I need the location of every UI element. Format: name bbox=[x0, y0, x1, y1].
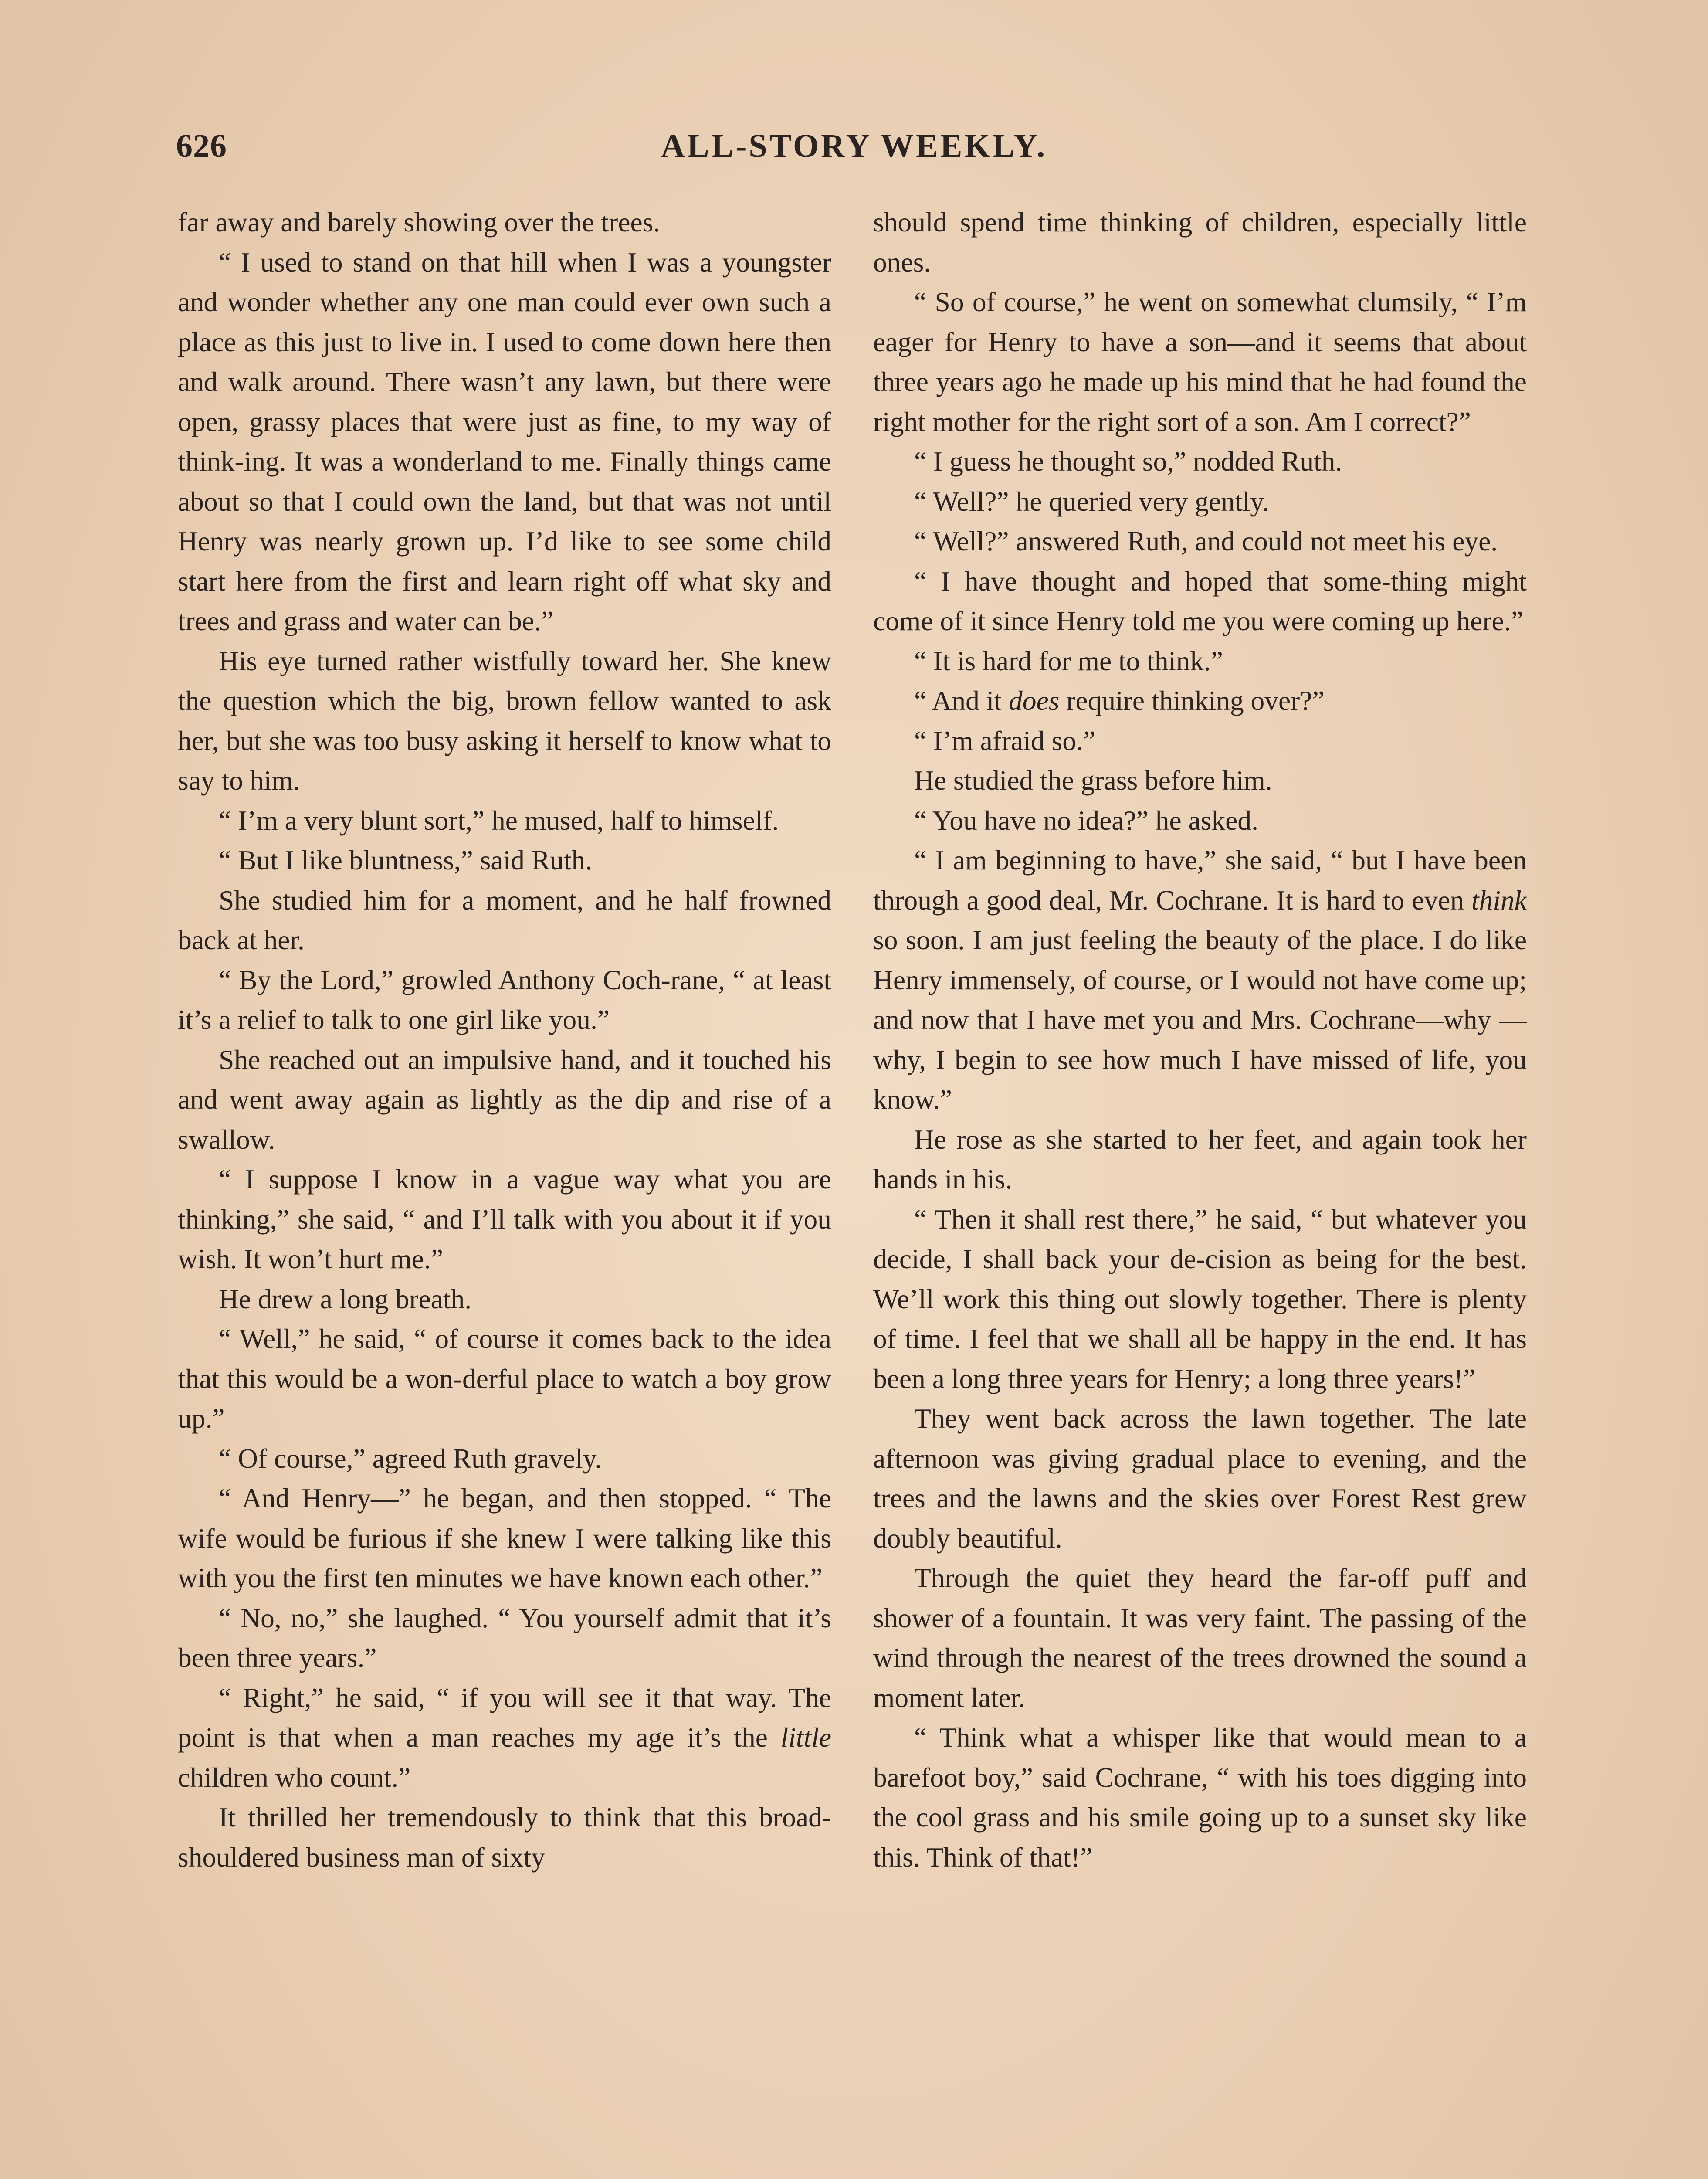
text-run: children who count.” bbox=[178, 1762, 411, 1793]
text-run: “ I’m a very blunt sort,” he mused, half to himself. bbox=[219, 804, 779, 836]
text-run: “ I guess he thought so,” nodded Ruth. bbox=[914, 446, 1342, 477]
paragraph bbox=[873, 482, 1527, 522]
text-run: “ I suppose I know in a vague way what you are thinking,” she said, “ and I’ll talk with you about it if you wish. It won’t hurt me.” bbox=[178, 1164, 831, 1274]
paragraph bbox=[873, 1717, 1527, 1877]
paragraph bbox=[178, 1439, 831, 1479]
paragraph bbox=[178, 801, 831, 841]
page-number: 626 bbox=[176, 128, 227, 164]
paragraph bbox=[178, 840, 831, 880]
text-run: far away and barely showing over the trees. bbox=[178, 207, 661, 238]
paragraph bbox=[178, 242, 831, 641]
paragraph bbox=[178, 1797, 831, 1877]
text-run: “ Then it shall rest there,” he said, “ but whatever you decide, I shall back your de-cision as being for the best. We’ll work this thing out slowly together. There is plenty of time. I feel that we shall all be happy in the end. It has been a long three years for Henry; a long three years!” bbox=[873, 1203, 1527, 1394]
text-run: “ So of course,” he went on somewhat clumsily, “ I’m eager for Henry to have a son—and it seems that about three years ago he made up his mind that he had found the right mother for the right sort of a son. Am I correct?” bbox=[873, 286, 1527, 437]
paragraph bbox=[178, 1040, 831, 1160]
text-run: “ Well?” he queried very gently. bbox=[914, 485, 1269, 517]
paragraph bbox=[178, 641, 831, 801]
paragraph bbox=[873, 840, 1527, 1120]
text-run: His eye turned rather wistfully toward her. She knew the question which the big, brown fellow wanted to ask her, but she was too busy asking it herself to know what to say to him. bbox=[178, 645, 831, 796]
paragraph bbox=[873, 760, 1527, 801]
italic-text: little bbox=[780, 1722, 831, 1753]
paragraph bbox=[178, 1678, 831, 1798]
text-run: They went back across the lawn together. The late afternoon was giving gradual place to evening, and the trees and the lawns and the skies over Forest Rest grew doubly beautiful. bbox=[873, 1403, 1527, 1554]
paragraph bbox=[873, 1398, 1527, 1558]
paragraph bbox=[873, 681, 1527, 721]
text-run: “ Of course,” agreed Ruth gravely. bbox=[219, 1442, 602, 1474]
text-run: He rose as she started to her feet, and again took her hands in his. bbox=[873, 1123, 1527, 1195]
text-run: “ I used to stand on that hill when I was a youngster and wonder whether any one man could ever own such a place as this just to live in. I used to come down here then and walk around. There wasn’t any lawn, but there were open, grassy places that were just as fine, to my way of think-ing. It was a wonderland to me. Finally things came about so that I could own the land, but that was not until Henry was nearly grown up. I’d like to see some child start here from the first and learn right off what sky and trees and grass and water can be.” bbox=[178, 246, 831, 636]
paragraph bbox=[873, 202, 1527, 282]
paragraph bbox=[178, 880, 831, 960]
text-run: “ And it bbox=[914, 685, 1009, 716]
text-run: should spend time thinking of children, especially little ones. bbox=[873, 207, 1527, 278]
paragraph bbox=[873, 801, 1527, 841]
text-run: She studied him for a moment, and he half frowned back at her. bbox=[178, 884, 831, 955]
paragraph bbox=[873, 641, 1527, 681]
paragraph bbox=[178, 1279, 831, 1319]
text-run: require thinking over?” bbox=[1059, 685, 1325, 716]
paragraph bbox=[178, 1598, 831, 1678]
paragraph bbox=[873, 282, 1527, 441]
paragraph bbox=[873, 1558, 1527, 1717]
paragraph bbox=[178, 1159, 831, 1279]
paragraph bbox=[873, 521, 1527, 561]
italic-text: think bbox=[1471, 884, 1527, 916]
text-run: Through the quiet they heard the far-off puff and shower of a fountain. It was very faint. The passing of the wind through the nearest of the trees drowned the sound a moment later. bbox=[873, 1562, 1527, 1713]
text-run: “ Think what a whisper like that would mean to a barefoot boy,” said Cochrane, “ with his toes digging into the cool grass and his smile going up to a sunset sky like this. Think of that!” bbox=[873, 1722, 1527, 1873]
paragraph bbox=[873, 441, 1527, 482]
text-run: He studied the grass before him. bbox=[914, 765, 1272, 796]
text-run: “ It is hard for me to think.” bbox=[914, 645, 1223, 676]
text-run: He drew a long breath. bbox=[219, 1283, 472, 1314]
text-run: “ Right,” he said, “ if you will see it that way. The point is that when a man reaches my age it’s the bbox=[178, 1682, 831, 1753]
text-run: She reached out an impulsive hand, and it touched his and went away again as lightly as the dip and rise of a swallow. bbox=[178, 1044, 831, 1155]
paragraph bbox=[873, 1199, 1527, 1399]
text-run: “ By the Lord,” growled Anthony Coch-rane, “ at least it’s a relief to talk to one girl like you.” bbox=[178, 964, 831, 1035]
text-run: so soon. I am just feeling the beauty of the place. I do like Henry immensely, of course, or I would not have come up; and now that I have met you and Mrs. Cochrane—why —why, I begin to see how much I have missed of life, you know.” bbox=[873, 924, 1527, 1115]
text-run: “ You have no idea?” he asked. bbox=[914, 804, 1258, 836]
running-title: ALL-STORY WEEKLY. bbox=[661, 128, 1047, 164]
paragraph bbox=[873, 1120, 1527, 1199]
left-text-column bbox=[178, 202, 831, 1877]
text-run: It thrilled her tremendously to think that this broad-shouldered business man of sixty bbox=[178, 1802, 831, 1873]
text-run: “ I am beginning to have,” she said, “ but I have been through a good deal, Mr. Cochrane. It is hard to even bbox=[873, 845, 1527, 916]
text-run: “ And Henry—” he began, and then stopped. “ The wife would be furious if she knew I were talking like this with you the first ten minutes we have known each other.” bbox=[178, 1483, 831, 1593]
paragraph bbox=[873, 561, 1527, 641]
paragraph bbox=[178, 1319, 831, 1439]
text-run: “ Well?” answered Ruth, and could not meet his eye. bbox=[914, 526, 1498, 557]
right-text-column bbox=[873, 202, 1527, 1877]
paragraph bbox=[178, 202, 831, 242]
italic-text: does bbox=[1008, 685, 1060, 716]
text-run: “ Well,” he said, “ of course it comes back to the idea that this would be a won-derful place to watch a boy grow up.” bbox=[178, 1323, 831, 1434]
text-run: “ I have thought and hoped that some-thing might come of it since Henry told me you were coming up here.” bbox=[873, 565, 1527, 636]
text-run: “ No, no,” she laughed. “ You yourself admit that it’s been three years.” bbox=[178, 1602, 831, 1673]
paragraph bbox=[873, 721, 1527, 761]
paragraph bbox=[178, 1478, 831, 1598]
text-run: “ I’m afraid so.” bbox=[914, 725, 1096, 756]
paragraph bbox=[178, 960, 831, 1040]
text-run: “ But I like bluntness,” said Ruth. bbox=[219, 845, 593, 876]
